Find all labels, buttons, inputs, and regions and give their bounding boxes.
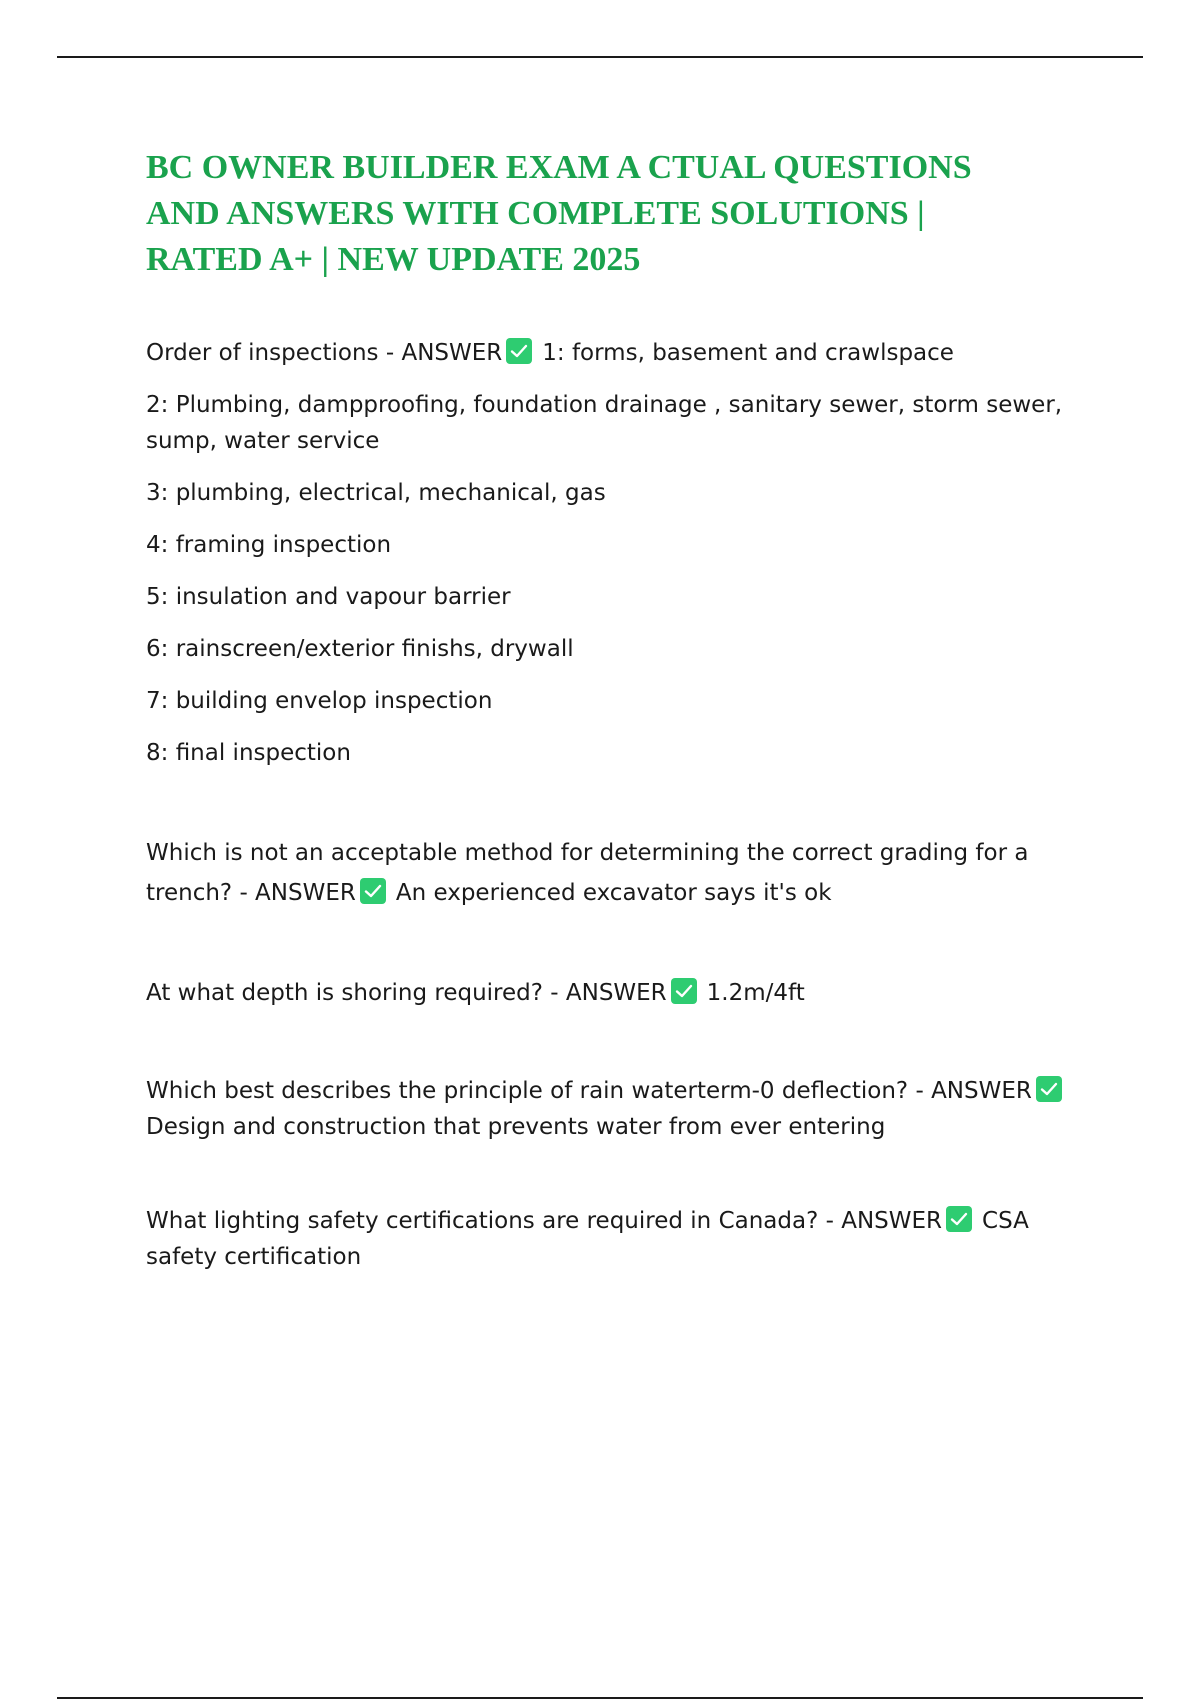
qa-item-shoring-depth — [146, 975, 1076, 1011]
check-mark-icon — [1036, 1076, 1062, 1102]
answer-text: 1: forms, basement and crawlspace — [542, 340, 954, 366]
document-title — [146, 145, 1076, 283]
answer-text: CSA safety certification — [146, 1208, 1029, 1270]
inspection-step-6: 6: rainscreen/exterior finishs, drywall — [146, 636, 574, 662]
qa-item-lighting-certification — [146, 1203, 1076, 1275]
qa-item-inspections — [146, 335, 1076, 771]
title-line-3: RATED A+ | NEW UPDATE 2025 — [146, 241, 641, 278]
inspection-step-4: 4: framing inspection — [146, 532, 392, 558]
answer-text: Design and construction that prevents water from ever entering — [146, 1114, 886, 1140]
answer-text: 1.2m/4ft — [706, 980, 805, 1006]
question-text: What lighting safety certifications are required in Canada? - ANSWER — [146, 1208, 943, 1234]
check-mark-icon — [946, 1206, 972, 1232]
check-mark-icon — [506, 338, 532, 364]
document-body — [146, 145, 1076, 1275]
inspection-step-2: 2: Plumbing, dampproofing, foundation drainage , sanitary sewer, storm sewer, sump, water service — [146, 392, 1063, 454]
inspection-step-3: 3: plumbing, electrical, mechanical, gas — [146, 480, 606, 506]
question-text: Which is not an acceptable method for determining the correct grading for a trench? - ANSWER — [146, 840, 1029, 906]
title-line-1: BC OWNER BUILDER EXAM A CTUAL QUESTIONS — [146, 149, 972, 186]
check-mark-icon — [360, 878, 386, 904]
qa-item-rain-water-deflection — [146, 1073, 1076, 1145]
qa-item-trench-grading — [146, 833, 1076, 913]
inspection-step-5: 5: insulation and vapour barrier — [146, 584, 511, 610]
question-text: At what depth is shoring required? - ANSWER — [146, 980, 667, 1006]
answer-text: An experienced excavator says it's ok — [395, 880, 832, 906]
title-line-2: AND ANSWERS WITH COMPLETE SOLUTIONS | — [146, 195, 925, 232]
question-text: Which best describes the principle of rain waterterm-0 deflection? - ANSWER — [146, 1078, 1032, 1104]
inspection-step-7: 7: building envelop inspection — [146, 688, 493, 714]
top-rule — [57, 56, 1143, 58]
question-text: Order of inspections - ANSWER — [146, 340, 503, 366]
check-mark-icon — [671, 978, 697, 1004]
bottom-rule — [57, 1697, 1143, 1699]
inspection-step-8: 8: final inspection — [146, 740, 351, 766]
